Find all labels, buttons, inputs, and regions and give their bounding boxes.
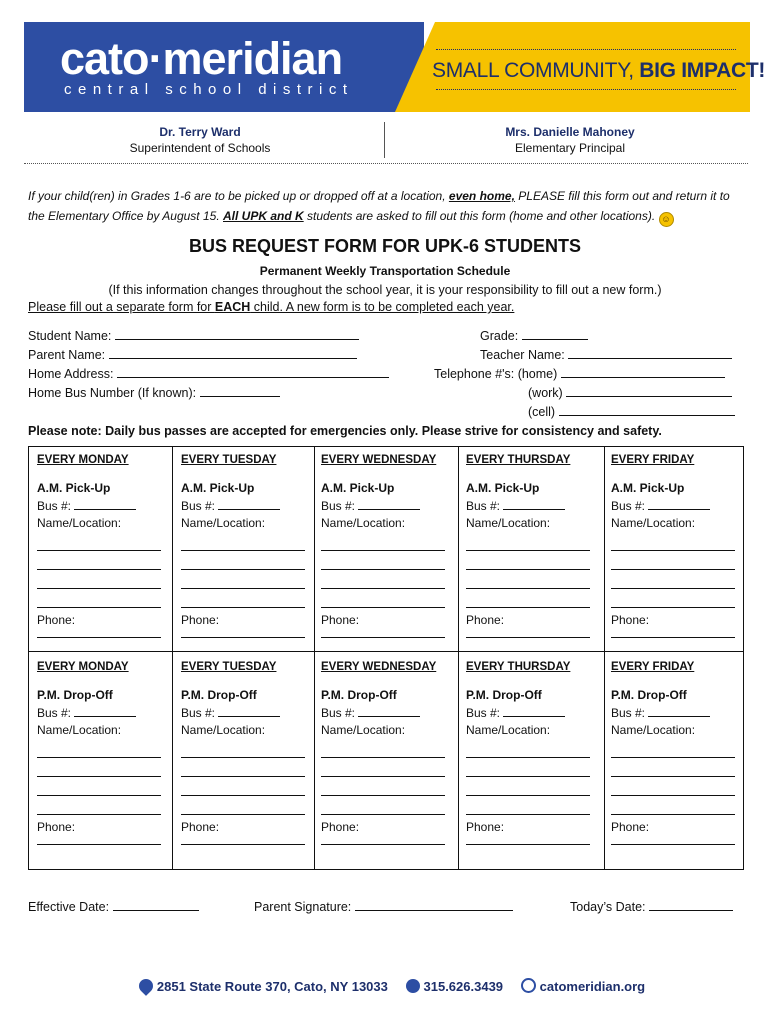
- period-label: P.M. Drop-Off: [181, 688, 257, 702]
- location-line[interactable]: [466, 758, 590, 777]
- home-bus-number-field[interactable]: Home Bus Number (If known):: [28, 384, 280, 403]
- contact-address: 2851 State Route 370, Cato, NY 13033: [156, 979, 388, 994]
- bus-number-field[interactable]: Bus #:: [466, 497, 596, 515]
- bus-number-field[interactable]: Bus #:: [321, 704, 451, 722]
- phone-label: Phone:: [181, 820, 220, 834]
- location-label: Name/Location:: [321, 723, 406, 737]
- phone-line[interactable]: [37, 836, 161, 845]
- location-line[interactable]: [181, 758, 305, 777]
- day-label: EVERY TUESDAY: [181, 661, 277, 673]
- header-dotted-divider: [24, 163, 748, 164]
- location-line[interactable]: [466, 589, 590, 608]
- phone-label: Phone:: [611, 613, 650, 627]
- location-line[interactable]: [321, 532, 445, 551]
- todays-date-field[interactable]: Today’s Date:: [570, 898, 733, 914]
- district-logo-subtitle: central school district: [64, 81, 354, 98]
- period-label: A.M. Pick-Up: [181, 481, 255, 495]
- location-label: Name/Location:: [466, 723, 551, 737]
- location-line[interactable]: [466, 777, 590, 796]
- parent-signature-field[interactable]: Parent Signature:: [254, 898, 513, 914]
- separate-form-notice: Please fill out a separate form for EACH child. A new form is to be completed each year.: [28, 300, 515, 314]
- pm-cell: [466, 659, 596, 845]
- period-label: P.M. Drop-Off: [37, 688, 113, 702]
- location-line[interactable]: [611, 777, 735, 796]
- location-line[interactable]: [181, 551, 305, 570]
- district-logo: cato·meridian: [60, 33, 343, 84]
- location-line[interactable]: [37, 532, 161, 551]
- location-line[interactable]: [321, 589, 445, 608]
- location-line[interactable]: [181, 796, 305, 815]
- column-divider: [172, 446, 173, 870]
- period-label: P.M. Drop-Off: [321, 688, 397, 702]
- day-label: EVERY MONDAY: [37, 454, 129, 466]
- location-line[interactable]: [181, 532, 305, 551]
- day-label: EVERY FRIDAY: [611, 454, 695, 466]
- phone-label: Phone:: [466, 613, 505, 627]
- location-line[interactable]: [181, 777, 305, 796]
- pm-cell: [37, 659, 167, 845]
- bus-number-field[interactable]: Bus #:: [321, 497, 451, 515]
- telephone-work-field[interactable]: (work): [528, 384, 732, 403]
- location-label: Name/Location:: [37, 723, 122, 737]
- phone-line[interactable]: [321, 629, 445, 638]
- period-label: A.M. Pick-Up: [466, 481, 540, 495]
- location-line[interactable]: [321, 796, 445, 815]
- period-label: P.M. Drop-Off: [611, 688, 687, 702]
- location-line[interactable]: [611, 589, 735, 608]
- location-line[interactable]: [611, 570, 735, 589]
- location-line[interactable]: [181, 589, 305, 608]
- period-label: A.M. Pick-Up: [611, 481, 685, 495]
- location-line[interactable]: [37, 739, 161, 758]
- home-address-field[interactable]: Home Address:: [28, 365, 389, 384]
- day-label: EVERY THURSDAY: [466, 661, 571, 673]
- pm-cell: [181, 659, 311, 845]
- am-cell: [466, 452, 596, 638]
- location-line[interactable]: [466, 551, 590, 570]
- location-line[interactable]: [37, 796, 161, 815]
- location-line[interactable]: [611, 739, 735, 758]
- day-label: EVERY WEDNESDAY: [321, 454, 437, 466]
- location-line[interactable]: [466, 570, 590, 589]
- period-label: A.M. Pick-Up: [321, 481, 395, 495]
- day-label: EVERY FRIDAY: [611, 661, 695, 673]
- am-cell: [37, 452, 167, 638]
- location-label: Name/Location:: [181, 516, 266, 530]
- intro-paragraph: If your child(ren) in Grades 1-6 are to be picked up or dropped off at a location, even home, PLEASE fill this form out and return it to the Elementary Office by August 15. All UPK and K students are asked to fill out this form (home and other locations). ☺: [28, 186, 748, 227]
- location-label: Name/Location:: [181, 723, 266, 737]
- location-line[interactable]: [321, 777, 445, 796]
- student-name-field[interactable]: Student Name:: [28, 327, 359, 346]
- location-line[interactable]: [321, 758, 445, 777]
- day-label: EVERY WEDNESDAY: [321, 661, 437, 673]
- bus-number-field[interactable]: Bus #:: [181, 497, 311, 515]
- location-label: Name/Location:: [611, 723, 696, 737]
- phone-label: Phone:: [37, 613, 76, 627]
- location-line[interactable]: [466, 739, 590, 758]
- bus-number-field[interactable]: Bus #:: [37, 497, 167, 515]
- location-line[interactable]: [181, 570, 305, 589]
- location-line[interactable]: [611, 551, 735, 570]
- bus-number-field[interactable]: Bus #:: [37, 704, 167, 722]
- pm-cell: [321, 659, 451, 845]
- location-line[interactable]: [37, 589, 161, 608]
- am-cell: [611, 452, 741, 638]
- location-label: Name/Location:: [321, 516, 406, 530]
- please-note: Please note: Daily bus passes are accepted for emergencies only. Please strive for consistency and safety.: [28, 424, 662, 438]
- phone-line[interactable]: [466, 629, 590, 638]
- form-subtitle: Permanent Weekly Transportation Schedule: [259, 264, 511, 278]
- schedule-am-pm-divider: [28, 651, 744, 652]
- location-line[interactable]: [37, 570, 161, 589]
- location-line[interactable]: [611, 758, 735, 777]
- column-divider: [314, 446, 315, 870]
- location-pin-icon: [136, 976, 156, 996]
- phone-label: Phone:: [611, 820, 650, 834]
- phone-line[interactable]: [321, 836, 445, 845]
- slogan: SMALL COMMUNITY, BIG IMPACT!: [432, 59, 766, 82]
- teacher-name-field[interactable]: Teacher Name:: [480, 346, 732, 365]
- phone-line[interactable]: [181, 836, 305, 845]
- day-label: EVERY THURSDAY: [466, 454, 571, 466]
- phone-label: Phone:: [321, 820, 360, 834]
- globe-icon: [521, 978, 536, 993]
- period-label: A.M. Pick-Up: [37, 481, 111, 495]
- phone-label: Phone:: [37, 820, 76, 834]
- location-line[interactable]: [466, 796, 590, 815]
- location-line[interactable]: [37, 777, 161, 796]
- location-label: Name/Location:: [611, 516, 696, 530]
- parent-name-field[interactable]: Parent Name:: [28, 346, 357, 365]
- bus-number-field[interactable]: Bus #:: [611, 704, 741, 722]
- phone-line[interactable]: [181, 629, 305, 638]
- phone-label: Phone:: [321, 613, 360, 627]
- phone-line[interactable]: [611, 836, 735, 845]
- phone-label: Phone:: [181, 613, 220, 627]
- principal-block: [470, 124, 670, 156]
- bus-number-field[interactable]: Bus #:: [466, 704, 596, 722]
- period-label: P.M. Drop-Off: [466, 688, 542, 702]
- location-line[interactable]: [321, 739, 445, 758]
- principal-name: Mrs. Danielle Mahoney: [505, 125, 635, 139]
- contact-website[interactable]: catomeridian.org: [539, 979, 646, 994]
- phone-line[interactable]: [611, 629, 735, 638]
- superintendent-name: Dr. Terry Ward: [159, 125, 241, 139]
- column-divider: [458, 446, 459, 870]
- phone-icon: [406, 979, 420, 993]
- staff-divider: [384, 122, 385, 158]
- slogan-divider-bottom: [436, 89, 736, 90]
- bus-number-field[interactable]: Bus #:: [611, 497, 741, 515]
- phone-line[interactable]: [37, 629, 161, 638]
- contact-phone: 315.626.3439: [423, 979, 504, 994]
- grade-field[interactable]: Grade:: [480, 327, 588, 346]
- location-line[interactable]: [181, 739, 305, 758]
- slogan-divider-top: [436, 49, 736, 50]
- pm-cell: [611, 659, 741, 845]
- location-line[interactable]: [321, 551, 445, 570]
- am-cell: [181, 452, 311, 638]
- change-notice: (If this information changes throughout the school year, it is your responsibility to fill out a new form.): [108, 283, 662, 297]
- location-line[interactable]: [37, 758, 161, 777]
- principal-title: Elementary Principal: [514, 141, 626, 155]
- location-line[interactable]: [321, 570, 445, 589]
- contact-footer: [0, 978, 770, 994]
- bus-number-field[interactable]: Bus #:: [181, 704, 311, 722]
- superintendent-title: Superintendent of Schools: [129, 141, 271, 155]
- location-line[interactable]: [611, 796, 735, 815]
- location-label: Name/Location:: [37, 516, 122, 530]
- day-label: EVERY MONDAY: [37, 661, 129, 673]
- location-label: Name/Location:: [466, 516, 551, 530]
- form-title: BUS REQUEST FORM FOR UPK-6 STUDENTS: [188, 236, 582, 256]
- location-line[interactable]: [611, 532, 735, 551]
- telephone-home-field[interactable]: Telephone #'s: (home): [434, 365, 725, 384]
- location-line[interactable]: [37, 551, 161, 570]
- am-cell: [321, 452, 451, 638]
- effective-date-field[interactable]: Effective Date:: [28, 898, 199, 914]
- location-line[interactable]: [466, 532, 590, 551]
- column-divider: [604, 446, 605, 870]
- telephone-cell-field[interactable]: (cell): [528, 403, 735, 422]
- day-label: EVERY TUESDAY: [181, 454, 277, 466]
- phone-label: Phone:: [466, 820, 505, 834]
- superintendent-block: [100, 124, 300, 156]
- phone-line[interactable]: [466, 836, 590, 845]
- smiley-icon: ☺: [659, 212, 674, 227]
